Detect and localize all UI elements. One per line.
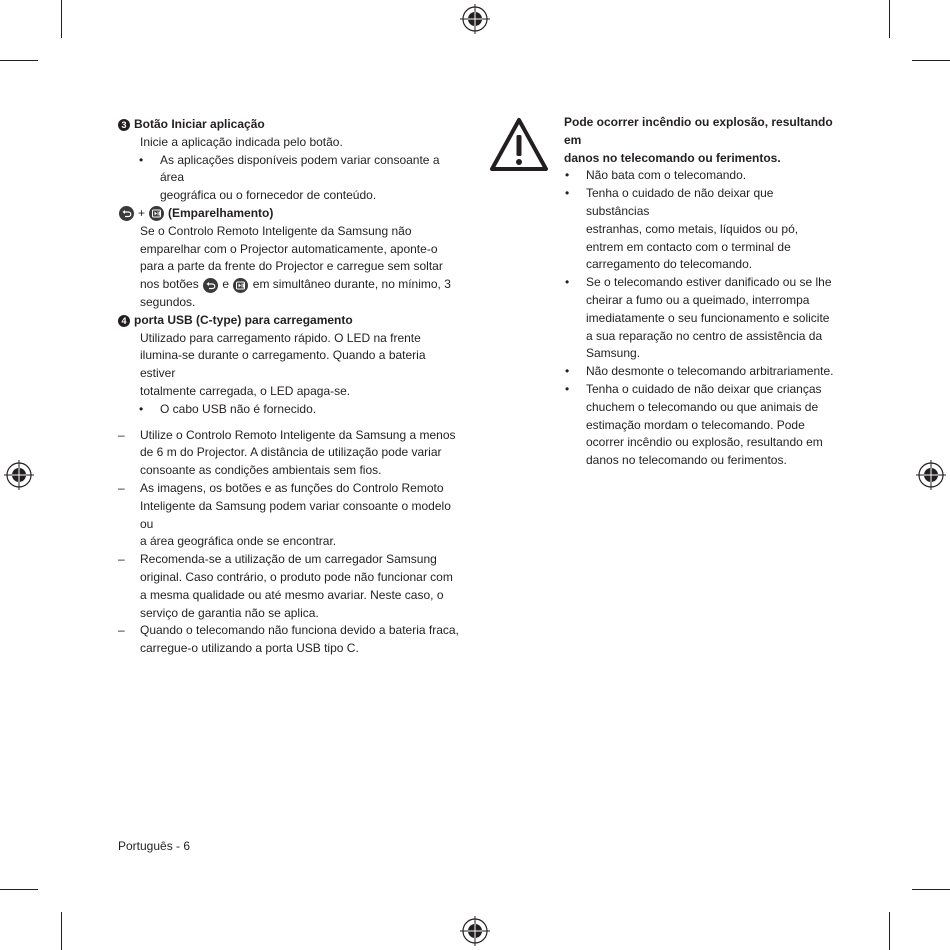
note-item: [118, 622, 463, 658]
bullet-dot: •: [565, 168, 570, 183]
note-line: a mesma qualidade ou até mesmo avariar. Neste caso, o: [140, 587, 444, 602]
bullet-line: carregamento do telecomando.: [586, 257, 753, 272]
item4-description: [140, 330, 463, 401]
right-column: [564, 114, 836, 470]
warning-bullet: [565, 185, 836, 274]
bullet-line: Tenha o cuidado de não deixar que crianças: [586, 381, 822, 396]
bullet-dot: •: [565, 381, 570, 396]
text-line: para a parte da frente do Projector e carregue sem soltar: [140, 259, 443, 274]
plus-sign: +: [138, 205, 146, 220]
warning-title: [564, 114, 836, 167]
text-line: Utilizado para carregamento rápido. O LED na frente: [140, 330, 421, 345]
bullet-line: Não desmonte o telecomando arbitrariamente.: [586, 364, 834, 379]
registration-mark-bottom-icon: [460, 916, 490, 946]
text-line: totalmente carregada, o LED apaga-se.: [140, 383, 351, 398]
crop-mark-tr-v: [889, 0, 890, 38]
bullet-line: As aplicações disponíveis podem variar consoante a área: [160, 152, 440, 185]
number-badge-4: 4: [118, 315, 130, 327]
bullet-dot: •: [565, 364, 570, 379]
registration-mark-top-icon: [460, 4, 490, 34]
page-number: Português - 6: [118, 839, 191, 853]
warning-title-line: Pode ocorrer incêndio ou explosão, resultando em: [564, 115, 833, 147]
text-fragment: em simultâneo durante, no mínimo, 3: [252, 277, 451, 292]
bullet-line: Não bata com o telecomando.: [586, 168, 747, 183]
note-line: de 6 m do Projector. A distância de utilização pode variar: [140, 445, 442, 460]
warning-bullet: [565, 363, 836, 381]
number-badge-3: 3: [118, 119, 130, 131]
item4-bullet: [139, 401, 463, 419]
bullet-line: imediatamente o seu funcionamento e solicite: [586, 310, 830, 325]
warning-bullet: [565, 381, 836, 470]
note-line: a área geográfica onde se encontrar.: [140, 534, 337, 549]
note-line: serviço de garantia não se aplica.: [140, 605, 319, 620]
bullet-line: a sua reparação no centro de assistência da: [586, 328, 823, 343]
note-item: [118, 551, 463, 622]
pairing-heading: [118, 205, 463, 223]
warning-triangle-icon: [488, 116, 550, 174]
play-pause-button-icon: [149, 206, 164, 221]
text-line: segundos.: [140, 294, 196, 309]
crop-mark-tr-h: [912, 60, 950, 61]
crop-mark-br-h: [912, 889, 950, 890]
bullet-line: geográfica ou o fornecedor de conteúdo.: [160, 188, 377, 203]
bullet-dot: •: [565, 275, 570, 290]
return-button-icon: [203, 278, 218, 293]
crop-mark-bl-v: [61, 912, 62, 950]
left-column: [118, 116, 463, 658]
note-line: Recomenda-se a utilização de um carregador Samsung: [140, 552, 437, 567]
warning-bullet: [565, 274, 836, 363]
pairing-description: [140, 223, 463, 312]
dash-mark: –: [118, 623, 125, 638]
warning-bullet: [565, 167, 836, 185]
bullet-line: estranhas, como metais, líquidos ou pó,: [586, 221, 799, 236]
note-item: [118, 427, 463, 480]
registration-mark-left-icon: [4, 460, 34, 490]
note-item: [118, 480, 463, 551]
bullet-dot: •: [139, 401, 144, 416]
text-fragment: nos botões: [140, 277, 199, 292]
bullet-line: danos no telecomando ou ferimentos.: [586, 453, 787, 468]
dash-mark: –: [118, 427, 125, 442]
note-line: Utilize o Controlo Remoto Inteligente da Samsung a menos: [140, 427, 456, 442]
bullet-line: entrem em contacto com o terminal de: [586, 239, 791, 254]
text-line: ilumina-se durante o carregamento. Quando a bateria estiver: [140, 348, 426, 381]
bullet-line: ocorrer incêndio ou explosão, resultando em: [586, 435, 823, 450]
return-button-icon: [119, 206, 134, 221]
crop-mark-bl-h: [0, 889, 38, 890]
crop-mark-tl-v: [61, 0, 62, 38]
pairing-title: (Emparelhamento): [168, 205, 274, 220]
item3-heading: [118, 116, 463, 134]
play-pause-button-icon: [233, 278, 248, 293]
crop-mark-tl-h: [0, 60, 38, 61]
bullet-line: Se o telecomando estiver danificado ou se lhe: [586, 275, 832, 290]
item4-title: porta USB (C-type) para carregamento: [134, 312, 353, 327]
note-line: Quando o telecomando não funciona devido a bateria fraca,: [140, 623, 459, 638]
item3-bullet: [139, 152, 463, 205]
note-line: As imagens, os botões e as funções do Controlo Remoto: [140, 480, 444, 495]
crop-mark-br-v: [889, 912, 890, 950]
item3-title: Botão Iniciar aplicação: [134, 117, 265, 131]
bullet-line: Tenha o cuidado de não deixar que substâncias: [586, 186, 774, 218]
bullet-line: O cabo USB não é fornecido.: [160, 401, 317, 416]
note-line: consoante as condições ambientais sem fios.: [140, 463, 382, 478]
text-fragment: e: [222, 277, 230, 292]
dash-mark: –: [118, 552, 125, 567]
bullet-line: cheirar a fumo ou a queimado, interrompa: [586, 292, 810, 307]
note-line: carregue-o utilizando a porta USB tipo C.: [140, 641, 359, 656]
bullet-line: estimação mordam o telecomando. Pode: [586, 417, 805, 432]
text-line: Se o Controlo Remoto Inteligente da Samsung não: [140, 223, 412, 238]
item4-heading: [118, 312, 463, 330]
bullet-line: Samsung.: [586, 346, 641, 361]
bullet-line: chuchem o telecomando ou que animais de: [586, 399, 819, 414]
dash-mark: –: [118, 480, 125, 495]
note-line: original. Caso contrário, o produto pode não funcionar com: [140, 569, 453, 584]
bullet-dot: •: [139, 152, 144, 167]
warning-title-line: danos no telecomando ou ferimentos.: [564, 150, 781, 165]
bullet-dot: •: [565, 186, 570, 201]
note-line: Inteligente da Samsung podem variar consoante o modelo ou: [140, 498, 451, 531]
item3-description: Inicie a aplicação indicada pelo botão.: [140, 134, 343, 149]
text-line-with-icons: [140, 276, 463, 294]
text-line: emparelhar com o Projector automaticamente, aponte-o: [140, 241, 438, 256]
registration-mark-right-icon: [916, 460, 946, 490]
